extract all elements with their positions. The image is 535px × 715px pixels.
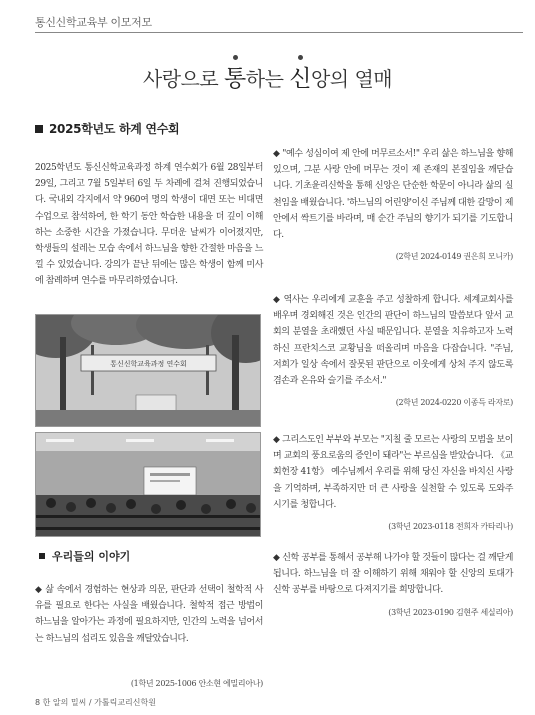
title-highlight-text: 신 — [289, 66, 311, 92]
stories-heading — [35, 548, 130, 564]
article-heading — [35, 120, 263, 137]
story-cite: (2학년 2024-0220 이종득 라자로) — [395, 398, 513, 408]
story-item — [273, 292, 513, 409]
story-text: ◆ 그리스도인 부부와 부모는 "지칠 줄 모르는 사랑의 모범을 보이며 교회의 풍요로움의 증인이 돼라"는 부르심을 받았습니다. 《교회헌장 41항》 예수님께서 우리를 위해 당신 자신을 바치신 사랑을 기억하며, 부족하지만 더 큰 사랑을 실천할 수 있도록 도와주시기를 청합니다. — [273, 435, 513, 510]
title-part: 앙의 열매 — [310, 67, 393, 91]
article-heading-text: 2025학년도 하계 연수회 — [49, 122, 180, 136]
square-bullet-icon — [39, 553, 45, 559]
story-text: ◆ 삶 속에서 경험하는 현상과 의문, 판단과 선택이 철학적 사유를 필요로 한다는 사실을 배웠습니다. 철학적 접근 방법이 하느님을 알아가는 과정에 필요하지만, 인간의 노력을 넘어서는 하느님의 섭리도 있음을 깨달았습니다. — [35, 585, 263, 644]
photo-lecture-hall — [35, 432, 261, 537]
story-item — [273, 432, 513, 533]
story-cite: (3학년 2023-0190 김현주 세실리아) — [388, 607, 513, 617]
story-cite: (3학년 2023-0118 전희자 카타리나) — [388, 522, 513, 532]
story-text: ◆ 신학 공부를 통해서 공부해 나가야 할 것들이 많다는 걸 깨닫게 됩니다. 하느님을 더 잘 이해하기 위해 채워야 할 신앙의 토대가 신학 공부를 바탕으로 다져지기를 희망합니다. — [273, 553, 513, 596]
article-heading-wrap — [35, 120, 263, 137]
page-footer: 8 한 알의 밀씨 / 가톨릭교리신학원 — [35, 698, 156, 707]
square-bullet-icon — [35, 125, 43, 133]
emphasis-dot — [233, 55, 238, 60]
story-cite: (2학년 2024-0149 권은희 모니카) — [395, 252, 513, 262]
title-highlight-sin — [289, 66, 311, 92]
story-item — [273, 550, 513, 619]
title-part: 사랑으로 — [142, 67, 225, 91]
story-item — [273, 146, 513, 263]
photo-outdoor-banner — [35, 314, 261, 427]
story-text: ◆ 역사는 우리에게 교훈을 주고 성찰하게 합니다. 세계교회사를 배우며 경외해진 것은 인간의 판단이 하느님의 말씀보다 앞서 교회의 분열을 초래했던 사실 때문입니다. 분열을 치유하고자 노력하신 프란치스코 교황님을 떠올리며 마음을 다잡습니다. "주님, 저희가 일상 속에서 잘못된 판단으로 이웃에게 상처 주지 않도록 겸손과 온유와 슬기를 주소서." — [273, 295, 513, 387]
section-label: 통신신학교육부 이모저모 — [35, 16, 152, 29]
title-highlight-text: 통 — [224, 66, 246, 92]
photo-outdoor-illustration — [36, 315, 261, 427]
page-title — [0, 60, 535, 93]
stories-heading-text: 우리들의 이야기 — [52, 550, 131, 563]
title-part: 하는 — [245, 67, 290, 91]
story-text: ◆ "예수 성심이여 제 안에 머무르소서!" 우리 삶은 하느님을 향해 있으며, 그분 사랑 안에 머무는 것이 제 존재의 본질임을 깨닫습니다. 기초윤리신학을 통해 신앙은 단순한 학문이 아니라 삶의 실천임을 배웠습니다. '하느님의 어린양'이신 주님께 대한 갈망이 제 안에서 싹트기를 바라며, 매 순간 주님의 향기가 되기를 기도합니다. — [273, 149, 513, 241]
article-intro: 2025학년도 통신신학교육과정 하계 연수회가 6월 28일부터 29일, 그리고 7월 5일부터 6일 두 차례에 걸쳐 진행되었습니다. 국내외 각지에서 약 960여 명의 학생이 대면 또는 비대면 수업으로 참석하여, 한 학기 동안 학습한 내용을 더 깊이 이해하는 소중한 시간을 가졌습니다. 무더운 날씨가 이어졌지만, 학생들의 설레는 모습 속에서 하느님을 향한 간절한 마음을 느낄 수 있었습니다. 강의가 끝난 뒤에는 많은 학생이 함께 미사에 참례하며 연수를 마무리하였습니다. — [35, 163, 263, 287]
banner-text: 통신신학교육과정 연수회 — [110, 360, 187, 368]
emphasis-dot — [298, 55, 303, 60]
photo-hall-illustration — [36, 433, 261, 537]
top-divider — [35, 32, 523, 33]
story-cite: (1학년 2025-1006 안소현 에밀리아나) — [130, 679, 263, 688]
title-highlight-tong — [224, 66, 246, 92]
